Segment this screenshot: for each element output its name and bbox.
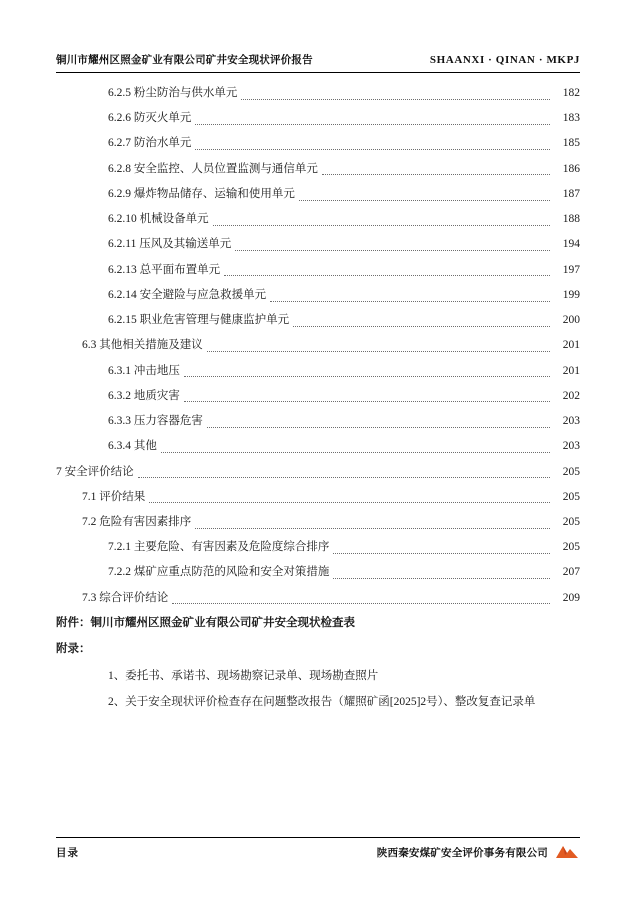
toc-entry[interactable]: [108, 289, 580, 302]
toc-entry-page: 187: [562, 187, 580, 200]
footer-divider: [56, 837, 580, 838]
toc-entry[interactable]: [108, 440, 580, 453]
toc-entry-page: 185: [562, 137, 580, 150]
toc-leader-dots: [241, 90, 550, 99]
toc-entry-label: 6.2.14 安全避险与应急救援单元: [108, 288, 267, 301]
header-report-title: 铜川市耀州区照金矿业有限公司矿井安全现状评价报告: [56, 54, 313, 66]
footer-section-label: 目录: [56, 847, 79, 859]
toc-leader-dots: [299, 191, 550, 200]
toc-entry-page: 201: [562, 339, 580, 352]
toc-entry[interactable]: [108, 365, 580, 378]
appendix-item: 1、委托书、承诺书、现场勘察记录单、现场勘查照片: [108, 669, 379, 682]
attachment-line: 附件：铜川市耀州区照金矿业有限公司矿井安全现状检查表: [56, 616, 355, 629]
toc-entry-page: 201: [562, 364, 580, 377]
toc-entry[interactable]: [56, 466, 580, 479]
toc-entry[interactable]: [82, 339, 580, 352]
toc-entry[interactable]: [108, 188, 580, 201]
appendix-heading: 附录：: [56, 643, 91, 656]
toc-entry[interactable]: [108, 541, 580, 554]
appendix-item: 2、关于安全现状评价检查存在问题整改报告（耀照矿函[2025]2号）、整改复查记录单: [108, 696, 536, 709]
toc-leader-dots: [270, 292, 550, 301]
toc-leader-dots: [195, 519, 550, 528]
toc-entry-page: 202: [562, 389, 580, 402]
toc-leader-dots: [207, 418, 550, 427]
toc-entry-page: 199: [562, 288, 580, 301]
toc-leader-dots: [235, 242, 550, 251]
toc-entry-label: 6.2.7 防治水单元: [108, 137, 192, 150]
toc-entry[interactable]: [108, 566, 580, 579]
toc-leader-dots: [293, 317, 550, 326]
toc-entry-label: 6.3.4 其他: [108, 440, 157, 453]
toc-entry[interactable]: [108, 264, 580, 277]
toc-entry-page: 205: [562, 490, 580, 503]
toc-leader-dots: [213, 217, 550, 226]
toc-leader-dots: [138, 469, 550, 478]
toc-leader-dots: [172, 595, 550, 604]
toc-entry[interactable]: [108, 112, 580, 125]
toc-entry-page: 209: [562, 591, 580, 604]
toc-entry-page: 200: [562, 314, 580, 327]
toc-entry-label: 6.2.13 总平面布置单元: [108, 263, 221, 276]
toc-leader-dots: [161, 444, 550, 453]
page-header: [56, 52, 580, 72]
toc-entry[interactable]: [82, 516, 580, 529]
toc-entry-label: 6.3.3 压力容器危害: [108, 415, 203, 428]
toc-leader-dots: [184, 368, 550, 377]
toc-leader-dots: [207, 343, 550, 352]
toc-entry-page: 197: [562, 263, 580, 276]
toc-entry[interactable]: [108, 314, 580, 327]
toc-leader-dots: [333, 545, 550, 554]
toc-entry-page: 207: [562, 566, 580, 579]
toc-entry-page: 203: [562, 440, 580, 453]
toc-entry-label: 6.3.2 地质灾害: [108, 389, 180, 402]
footer-company-name: 陕西秦安煤矿安全评价事务有限公司: [376, 847, 548, 859]
toc-entry[interactable]: [82, 491, 580, 504]
toc-entry-page: 203: [562, 415, 580, 428]
toc-entry[interactable]: [108, 390, 580, 403]
toc-entry-label: 6.2.6 防灭火单元: [108, 112, 192, 125]
toc-entry-page: 205: [562, 515, 580, 528]
table-of-contents: [56, 73, 580, 837]
toc-entry-label: 6.2.8 安全监控、人员位置监测与通信单元: [108, 162, 318, 175]
toc-leader-dots: [195, 116, 550, 125]
toc-entry[interactable]: [108, 87, 580, 100]
toc-entry-label: 7.2.2 煤矿应重点防范的风险和安全对策措施: [108, 566, 330, 579]
toc-entry[interactable]: [108, 163, 580, 176]
toc-entry-label: 6.2.9 爆炸物品储存、运输和使用单元: [108, 187, 295, 200]
header-company-code: SHAANXI · QINAN · MKPJ: [429, 54, 580, 66]
toc-entry-label: 6.2.11 压风及其输送单元: [108, 238, 232, 251]
toc-entry[interactable]: [82, 592, 580, 605]
toc-entry-label: 6.3.1 冲击地压: [108, 364, 180, 377]
toc-entry-label: 7.3 综合评价结论: [82, 591, 169, 604]
toc-leader-dots: [195, 141, 550, 150]
toc-entry-label: 6.2.10 机械设备单元: [108, 213, 209, 226]
toc-entry-page: 205: [562, 465, 580, 478]
toc-entry-page: 205: [562, 541, 580, 554]
toc-entry-page: 182: [562, 87, 580, 99]
page-footer: [56, 837, 580, 860]
company-logo-icon: [554, 844, 580, 860]
toc-entry-label: 7.2 危险有害因素排序: [82, 515, 192, 528]
toc-entry[interactable]: [108, 137, 580, 150]
toc-entry-label: 7 安全评价结论: [56, 465, 134, 478]
toc-leader-dots: [224, 267, 550, 276]
toc-entry-label: 6.2.5 粉尘防治与供水单元: [108, 87, 238, 99]
toc-entry[interactable]: [108, 238, 580, 251]
toc-entry-label: 7.1 评价结果: [82, 490, 146, 503]
toc-entry-page: 194: [562, 238, 580, 251]
toc-entry-label: 6.2.15 职业危害管理与健康监护单元: [108, 314, 290, 327]
toc-entry-page: 183: [562, 112, 580, 125]
toc-entry-page: 188: [562, 213, 580, 226]
toc-leader-dots: [184, 393, 550, 402]
toc-entry-label: 6.3 其他相关措施及建议: [82, 339, 203, 352]
toc-entry-label: 7.2.1 主要危险、有害因素及危险度综合排序: [108, 541, 330, 554]
toc-entry-page: 186: [562, 162, 580, 175]
toc-leader-dots: [322, 166, 550, 175]
toc-leader-dots: [333, 570, 550, 579]
toc-leader-dots: [149, 494, 550, 503]
toc-entry[interactable]: [108, 213, 580, 226]
toc-entry[interactable]: [108, 415, 580, 428]
